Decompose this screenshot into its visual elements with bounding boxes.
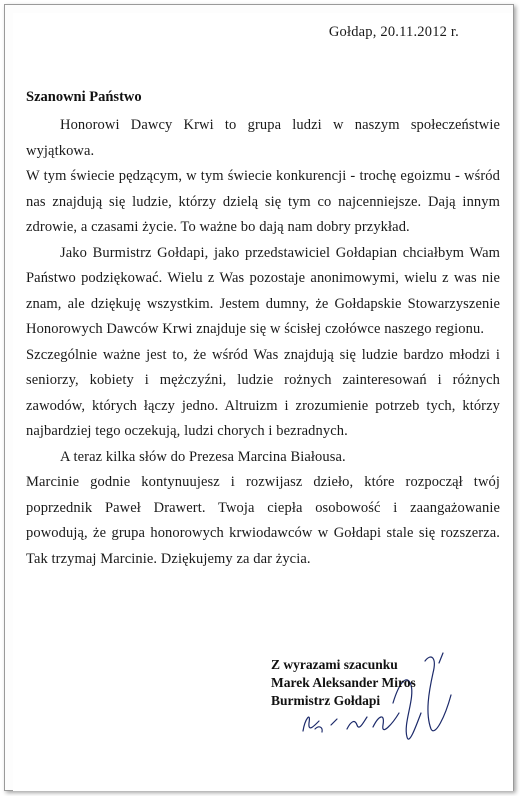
paragraph-3: Jako Burmistrz Gołdapi, jako przedstawiciel Gołdapian chciałbym Wam Państwo podziękować. Wielu z Was pozostaje anonimowymi, wielu z was nie znam, ale dziękuję wszystkim. Jestem dumny, że Gołdapskie Stowarzyszenie Honorowych Dawców Krwi znajduje się w ścisłej czołówce naszego regionu. <box>26 244 500 337</box>
letter-page <box>13 13 513 791</box>
letter-body <box>26 113 500 572</box>
date-line: Gołdap, 20.11.2012 r. <box>328 24 459 40</box>
paragraph-4: Szczególnie ważne jest to, że wśród Was znajdują się ludzie bardzo młodzi i seniorzy, kobiety i mężczyźni, ludzie rożnych zainteresowań i różnych zawodów, których łączy jedno. Altruizm i zrozumienie potrzeb tych, którzy najbardziej tego oczekują, ludzi chorych i bezradnych. <box>26 346 500 439</box>
paragraph-1: Honorowi Dawcy Krwi to grupa ludzi w naszym społeczeństwie wyjątkowa. <box>26 117 500 159</box>
paragraph-2: W tym świecie pędzącym, w tym świecie konkurencji - trochę egoizmu - wśród nas znajdują się ludzie, którzy dzielą się tym co najcenniejsze. Dają innym zdrowie, a czasami życie. To ważne bo dają nam dobry przykład. <box>26 168 500 235</box>
paragraph-6: Marcinie godnie kontynuujesz i rozwijasz dzieło, które rozpoczął twój poprzednik Paweł Drawert. Twoja ciepła osobowość i zaangażowanie powodują, że grupa honorowych krwiodawców w Gołdapi stale się rozszerza. Tak trzymaj Marcinie. Dziękujemy za dar życia. <box>26 474 500 567</box>
closing-line: Z wyrazami szacunku <box>271 657 398 672</box>
salutation: Szanowni Państwo <box>26 89 142 105</box>
signer-title: Burmistrz Gołdapi <box>271 693 381 708</box>
document-frame <box>4 4 514 791</box>
closing-block <box>271 656 416 710</box>
signer-name: Marek Aleksander Miros <box>271 675 416 690</box>
paragraph-5: A teraz kilka słów do Prezesa Marcina Białousa. <box>60 448 346 465</box>
